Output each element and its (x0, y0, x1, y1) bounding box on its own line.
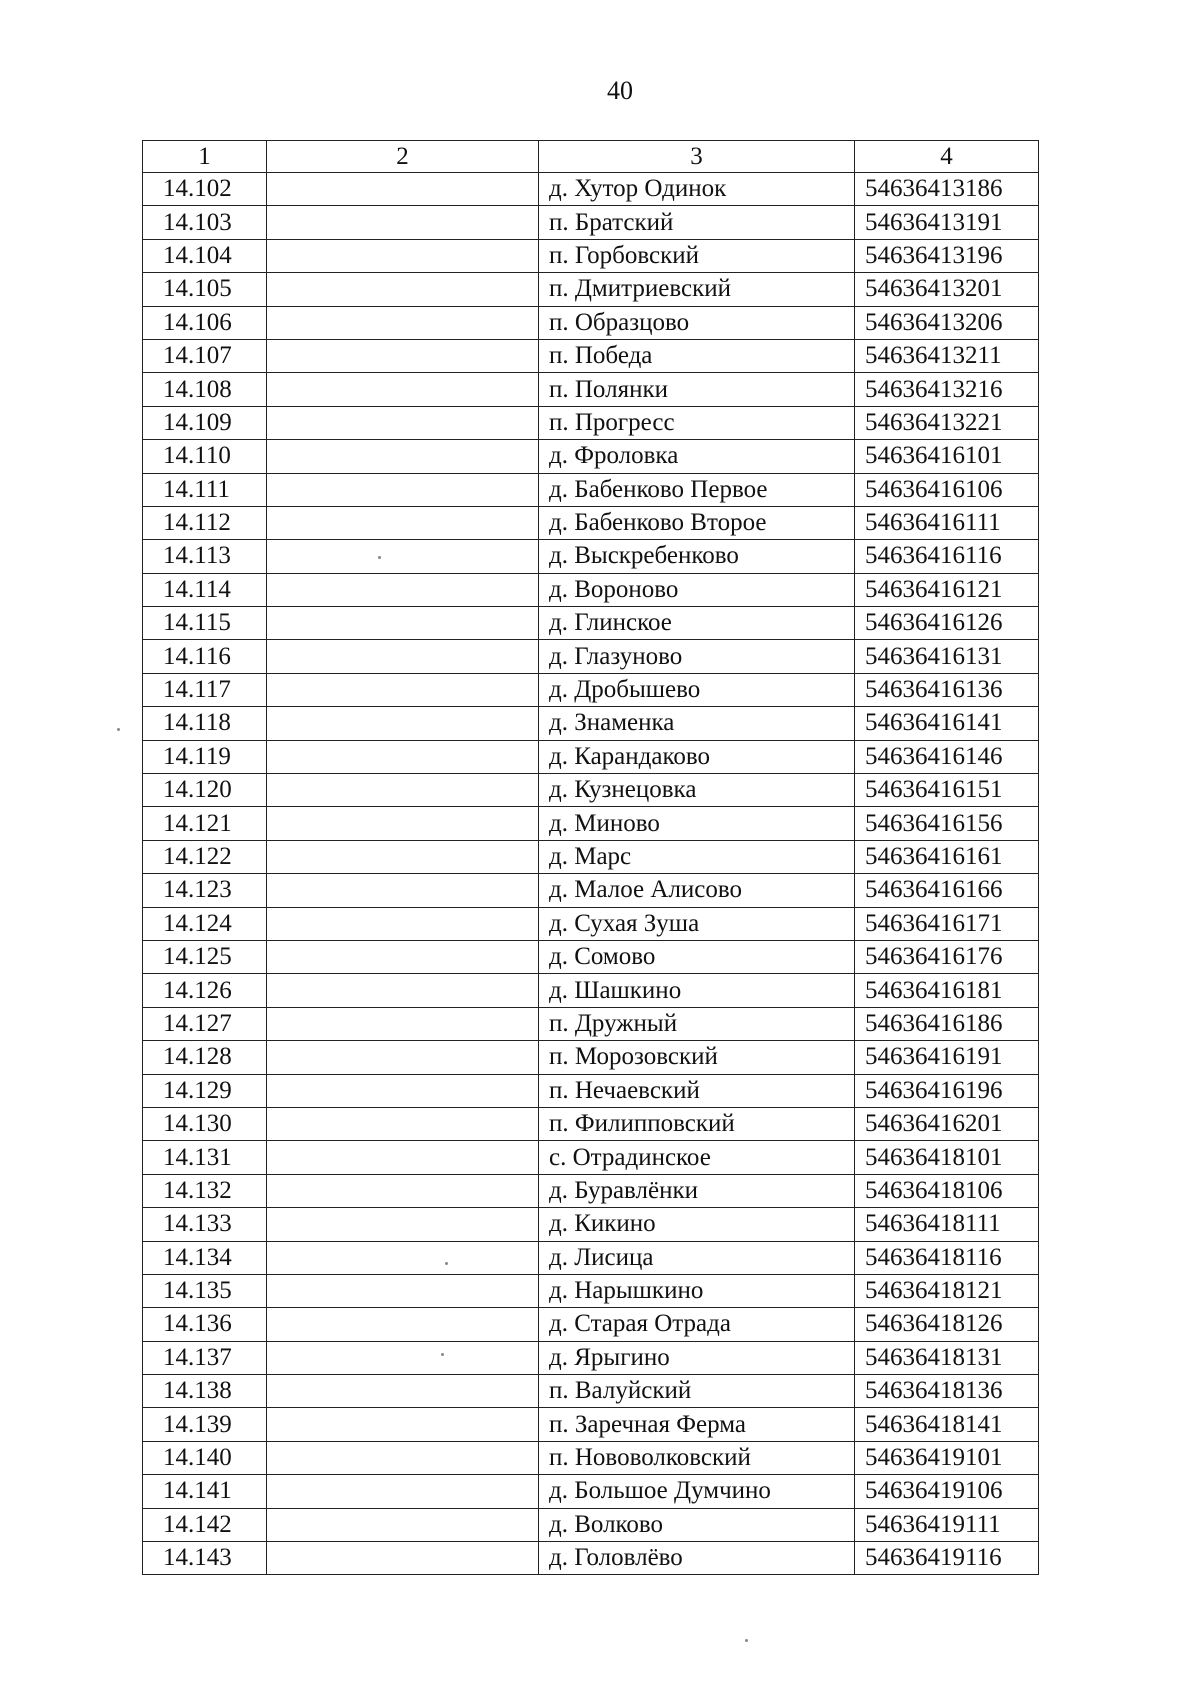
empty-cell (267, 1441, 539, 1474)
row-number-cell: 14.121 (143, 807, 267, 840)
empty-cell (267, 239, 539, 272)
table-row (143, 273, 1039, 306)
header-col-2: 2 (267, 141, 539, 173)
empty-cell (267, 1041, 539, 1074)
oktmo-code-cell: 54636416181 (855, 974, 1039, 1007)
table-row (143, 1408, 1039, 1441)
row-number-cell: 14.143 (143, 1542, 267, 1575)
row-number-cell: 14.128 (143, 1041, 267, 1074)
settlement-name-cell: п. Дружный (539, 1007, 855, 1040)
empty-cell (267, 273, 539, 306)
oktmo-code-cell: 54636418141 (855, 1408, 1039, 1441)
table-row (143, 1174, 1039, 1207)
row-number-cell: 14.142 (143, 1508, 267, 1541)
settlement-name-cell: д. Буравлёнки (539, 1174, 855, 1207)
settlement-name-cell: д. Миново (539, 807, 855, 840)
oktmo-code-cell: 54636413216 (855, 373, 1039, 406)
row-number-cell: 14.119 (143, 740, 267, 773)
settlement-name-cell: п. Победа (539, 339, 855, 372)
row-number-cell: 14.104 (143, 239, 267, 272)
table-row (143, 707, 1039, 740)
empty-cell (267, 907, 539, 940)
header-row (143, 141, 1039, 173)
settlement-name-cell: д. Бабенково Второе (539, 506, 855, 539)
table-row (143, 1375, 1039, 1408)
table-row (143, 1208, 1039, 1241)
oktmo-code-cell: 54636416191 (855, 1041, 1039, 1074)
table-row (143, 907, 1039, 940)
table-row (143, 1074, 1039, 1107)
oktmo-code-cell: 54636419106 (855, 1475, 1039, 1508)
oktmo-code-cell: 54636413206 (855, 306, 1039, 339)
oktmo-code-cell: 54636418136 (855, 1375, 1039, 1408)
table-row (143, 339, 1039, 372)
empty-cell (267, 1208, 539, 1241)
oktmo-code-cell: 54636416156 (855, 807, 1039, 840)
table-row (143, 640, 1039, 673)
settlement-name-cell: п. Полянки (539, 373, 855, 406)
oktmo-code-cell: 54636416126 (855, 607, 1039, 640)
oktmo-code-cell: 54636416146 (855, 740, 1039, 773)
row-number-cell: 14.135 (143, 1274, 267, 1307)
settlement-name-cell: д. Старая Отрада (539, 1308, 855, 1341)
table-row (143, 740, 1039, 773)
empty-cell (267, 874, 539, 907)
table-row (143, 473, 1039, 506)
table-row (143, 807, 1039, 840)
table-row (143, 206, 1039, 239)
settlement-name-cell: д. Хутор Одинок (539, 173, 855, 206)
empty-cell (267, 306, 539, 339)
settlement-name-cell: с. Отрадинское (539, 1141, 855, 1174)
empty-cell (267, 506, 539, 539)
table-row (143, 1241, 1039, 1274)
settlement-name-cell: п. Нечаевский (539, 1074, 855, 1107)
empty-cell (267, 607, 539, 640)
oktmo-code-cell: 54636416111 (855, 506, 1039, 539)
settlement-name-cell: д. Ярыгино (539, 1341, 855, 1374)
table-row (143, 840, 1039, 873)
table-header (143, 141, 1039, 173)
oktmo-code-cell: 54636413191 (855, 206, 1039, 239)
settlement-name-cell: п. Филипповский (539, 1107, 855, 1140)
row-number-cell: 14.131 (143, 1141, 267, 1174)
table-row (143, 1274, 1039, 1307)
oktmo-code-cell: 54636416161 (855, 840, 1039, 873)
scan-speck (745, 1639, 748, 1642)
settlements-table (142, 140, 1039, 1575)
table-row (143, 306, 1039, 339)
oktmo-code-cell: 54636418101 (855, 1141, 1039, 1174)
empty-cell (267, 774, 539, 807)
settlement-name-cell: д. Кикино (539, 1208, 855, 1241)
row-number-cell: 14.111 (143, 473, 267, 506)
table-row (143, 940, 1039, 973)
oktmo-code-cell: 54636413211 (855, 339, 1039, 372)
row-number-cell: 14.132 (143, 1174, 267, 1207)
oktmo-code-cell: 54636416166 (855, 874, 1039, 907)
row-number-cell: 14.140 (143, 1441, 267, 1474)
row-number-cell: 14.115 (143, 607, 267, 640)
table-row (143, 173, 1039, 206)
table-row (143, 1542, 1039, 1575)
oktmo-code-cell: 54636418126 (855, 1308, 1039, 1341)
settlement-name-cell: д. Сухая Зуша (539, 907, 855, 940)
row-number-cell: 14.120 (143, 774, 267, 807)
table-row (143, 974, 1039, 1007)
row-number-cell: 14.106 (143, 306, 267, 339)
header-col-4: 4 (855, 141, 1039, 173)
settlement-name-cell: п. Морозовский (539, 1041, 855, 1074)
settlement-name-cell: д. Глинское (539, 607, 855, 640)
empty-cell (267, 1375, 539, 1408)
empty-cell (267, 1508, 539, 1541)
row-number-cell: 14.130 (143, 1107, 267, 1140)
oktmo-code-cell: 54636419111 (855, 1508, 1039, 1541)
settlement-name-cell: п. Валуйский (539, 1375, 855, 1408)
settlement-name-cell: д. Дробышево (539, 673, 855, 706)
row-number-cell: 14.107 (143, 339, 267, 372)
empty-cell (267, 1408, 539, 1441)
settlement-name-cell: д. Кузнецовка (539, 774, 855, 807)
row-number-cell: 14.138 (143, 1375, 267, 1408)
empty-cell (267, 1308, 539, 1341)
settlement-name-cell: д. Фроловка (539, 440, 855, 473)
oktmo-code-cell: 54636416131 (855, 640, 1039, 673)
settlement-name-cell: д. Знаменка (539, 707, 855, 740)
settlement-name-cell: д. Глазуново (539, 640, 855, 673)
empty-cell (267, 473, 539, 506)
row-number-cell: 14.102 (143, 173, 267, 206)
settlement-name-cell: д. Вороново (539, 573, 855, 606)
settlement-name-cell: п. Прогресс (539, 406, 855, 439)
empty-cell (267, 707, 539, 740)
settlement-name-cell: д. Волково (539, 1508, 855, 1541)
scan-speck (117, 728, 120, 731)
settlement-name-cell: д. Шашкино (539, 974, 855, 1007)
empty-cell (267, 1241, 539, 1274)
table-row (143, 1475, 1039, 1508)
row-number-cell: 14.127 (143, 1007, 267, 1040)
scan-speck (378, 556, 381, 559)
row-number-cell: 14.108 (143, 373, 267, 406)
table-row (143, 1508, 1039, 1541)
empty-cell (267, 807, 539, 840)
oktmo-code-cell: 54636416116 (855, 540, 1039, 573)
row-number-cell: 14.117 (143, 673, 267, 706)
table-row (143, 239, 1039, 272)
row-number-cell: 14.134 (143, 1241, 267, 1274)
row-number-cell: 14.103 (143, 206, 267, 239)
settlement-name-cell: п. Нововолковский (539, 1441, 855, 1474)
table-row (143, 1308, 1039, 1341)
row-number-cell: 14.141 (143, 1475, 267, 1508)
oktmo-code-cell: 54636416151 (855, 774, 1039, 807)
settlement-name-cell: п. Горбовский (539, 239, 855, 272)
oktmo-code-cell: 54636418121 (855, 1274, 1039, 1307)
oktmo-code-cell: 54636416141 (855, 707, 1039, 740)
table-row (143, 573, 1039, 606)
row-number-cell: 14.113 (143, 540, 267, 573)
empty-cell (267, 1141, 539, 1174)
row-number-cell: 14.118 (143, 707, 267, 740)
empty-cell (267, 173, 539, 206)
row-number-cell: 14.110 (143, 440, 267, 473)
row-number-cell: 14.125 (143, 940, 267, 973)
header-col-3: 3 (539, 141, 855, 173)
oktmo-code-cell: 54636416201 (855, 1107, 1039, 1140)
table-row (143, 1041, 1039, 1074)
oktmo-code-cell: 54636418131 (855, 1341, 1039, 1374)
oktmo-code-cell: 54636413221 (855, 406, 1039, 439)
empty-cell (267, 673, 539, 706)
oktmo-code-cell: 54636416196 (855, 1074, 1039, 1107)
oktmo-code-cell: 54636416176 (855, 940, 1039, 973)
oktmo-code-cell: 54636416171 (855, 907, 1039, 940)
table-row (143, 673, 1039, 706)
row-number-cell: 14.129 (143, 1074, 267, 1107)
settlement-name-cell: д. Большое Думчино (539, 1475, 855, 1508)
empty-cell (267, 974, 539, 1007)
oktmo-code-cell: 54636413186 (855, 173, 1039, 206)
oktmo-code-cell: 54636418111 (855, 1208, 1039, 1241)
empty-cell (267, 1542, 539, 1575)
empty-cell (267, 1074, 539, 1107)
row-number-cell: 14.105 (143, 273, 267, 306)
oktmo-code-cell: 54636418106 (855, 1174, 1039, 1207)
table-row (143, 1141, 1039, 1174)
table-row (143, 874, 1039, 907)
row-number-cell: 14.136 (143, 1308, 267, 1341)
table-row (143, 373, 1039, 406)
oktmo-code-cell: 54636413196 (855, 239, 1039, 272)
row-number-cell: 14.116 (143, 640, 267, 673)
table-row (143, 1007, 1039, 1040)
empty-cell (267, 940, 539, 973)
row-number-cell: 14.123 (143, 874, 267, 907)
row-number-cell: 14.126 (143, 974, 267, 1007)
row-number-cell: 14.112 (143, 506, 267, 539)
settlement-name-cell: д. Головлёво (539, 1542, 855, 1575)
empty-cell (267, 1475, 539, 1508)
empty-cell (267, 740, 539, 773)
oktmo-code-cell: 54636416186 (855, 1007, 1039, 1040)
table-row (143, 1441, 1039, 1474)
empty-cell (267, 640, 539, 673)
scan-speck (445, 1262, 448, 1265)
table-row (143, 406, 1039, 439)
table-body (143, 173, 1039, 1575)
empty-cell (267, 406, 539, 439)
empty-cell (267, 1107, 539, 1140)
oktmo-code-cell: 54636419101 (855, 1441, 1039, 1474)
empty-cell (267, 1007, 539, 1040)
page-number: 40 (607, 76, 633, 105)
row-number-cell: 14.109 (143, 406, 267, 439)
row-number-cell: 14.133 (143, 1208, 267, 1241)
empty-cell (267, 1174, 539, 1207)
empty-cell (267, 573, 539, 606)
row-number-cell: 14.139 (143, 1408, 267, 1441)
table-row (143, 607, 1039, 640)
oktmo-code-cell: 54636416136 (855, 673, 1039, 706)
table-row (143, 440, 1039, 473)
table-row (143, 540, 1039, 573)
settlement-name-cell: п. Образцово (539, 306, 855, 339)
row-number-cell: 14.137 (143, 1341, 267, 1374)
settlement-name-cell: п. Дмитриевский (539, 273, 855, 306)
empty-cell (267, 1274, 539, 1307)
empty-cell (267, 339, 539, 372)
oktmo-code-cell: 54636413201 (855, 273, 1039, 306)
settlement-name-cell: д. Лисица (539, 1241, 855, 1274)
oktmo-code-cell: 54636419116 (855, 1542, 1039, 1575)
empty-cell (267, 440, 539, 473)
settlement-name-cell: д. Малое Алисово (539, 874, 855, 907)
table-row (143, 1107, 1039, 1140)
settlement-name-cell: д. Карандаково (539, 740, 855, 773)
settlement-name-cell: д. Выскребенково (539, 540, 855, 573)
settlement-name-cell: д. Нарышкино (539, 1274, 855, 1307)
oktmo-code-cell: 54636418116 (855, 1241, 1039, 1274)
table-row (143, 506, 1039, 539)
row-number-cell: 14.124 (143, 907, 267, 940)
scan-speck (441, 1353, 444, 1356)
settlement-name-cell: п. Братский (539, 206, 855, 239)
empty-cell (267, 206, 539, 239)
empty-cell (267, 373, 539, 406)
empty-cell (267, 1341, 539, 1374)
empty-cell (267, 540, 539, 573)
table-row (143, 774, 1039, 807)
empty-cell (267, 840, 539, 873)
oktmo-code-cell: 54636416106 (855, 473, 1039, 506)
settlement-name-cell: д. Марс (539, 840, 855, 873)
settlement-name-cell: п. Заречная Ферма (539, 1408, 855, 1441)
row-number-cell: 14.114 (143, 573, 267, 606)
oktmo-code-cell: 54636416101 (855, 440, 1039, 473)
table-row (143, 1341, 1039, 1374)
oktmo-code-cell: 54636416121 (855, 573, 1039, 606)
header-col-1: 1 (143, 141, 267, 173)
row-number-cell: 14.122 (143, 840, 267, 873)
settlement-name-cell: д. Бабенково Первое (539, 473, 855, 506)
settlement-name-cell: д. Сомово (539, 940, 855, 973)
